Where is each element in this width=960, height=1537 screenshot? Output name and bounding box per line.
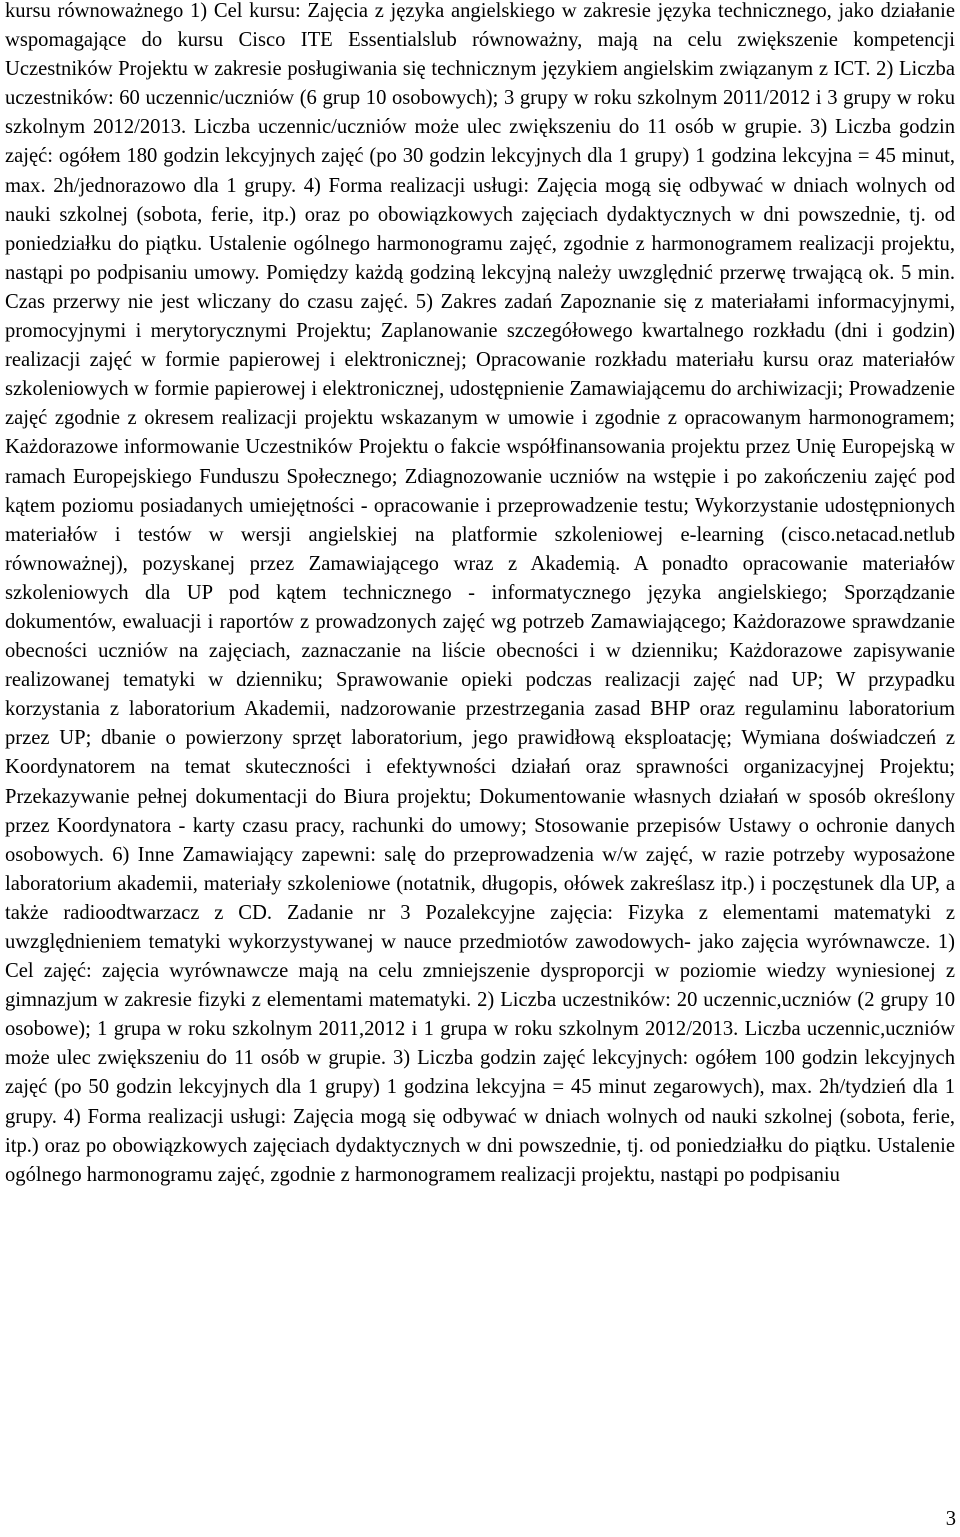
page-number: 3: [945, 1508, 956, 1530]
body-paragraph: kursu równoważnego 1) Cel kursu: Zajęcia z języka angielskiego w zakresie języka technicznego, jako działanie wspomagające do kursu Cisco ITE Essentialslub równoważny, mają na celu zwiększenie kompetencji Uczestników Projektu w zakresie posługiwania się technicznym językiem angielskim związanym z ICT. 2) Liczba uczestników: 60 uczennic/uczniów (6 grup 10 osobowych); 3 grupy w roku szkolnym 2011/2012 i 3 grupy w roku szkolnym 2012/2013. Liczba uczennic/uczniów może ulec zwiększeniu do 11 osób w grupie. 3) Liczba godzin zajęć: ogółem 180 godzin lekcyjnych zajęć (po 30 godzin lekcyjnych dla 1 grupy) 1 godzina lekcyjna = 45 minut, max. 2h/jednorazowo dla 1 grupy. 4) Forma realizacji usługi: Zajęcia mogą się odbywać w dniach wolnych od nauki szkolnej (sobota, ferie, itp.) oraz po obowiązkowych zajęciach dydaktycznych w dni powszednie, tj. od poniedziałku do piątku. Ustalenie ogólnego harmonogramu zajęć, zgodnie z harmonogramem realizacji projektu, nastąpi po podpisaniu umowy. Pomiędzy każdą godziną lekcyjną należy uwzględnić przerwę trwającą ok. 5 min. Czas przerwy nie jest wliczany do czasu zajęć. 5) Zakres zadań Zapoznanie się z materiałami informacyjnymi, promocyjnymi i merytorycznymi Projektu; Zaplanowanie szczegółowego kwartalnego rozkładu (dni i godzin) realizacji zajęć w formie papierowej i elektronicznej; Opracowanie rozkładu materiału kursu oraz materiałów szkoleniowych w formie papierowej i elektronicznej, udostępnienie Zamawiającemu do archiwizacji; Prowadzenie zajęć zgodnie z okresem realizacji projektu wskazanym w umowie i zgodnie z opracowanym harmonogramem; Każdorazowe informowanie Uczestników Projektu o fakcie współfinansowania projektu przez Unię Europejską w ramach Europejskiego Funduszu Społecznego; Zdiagnozowanie uczniów na wstępie i po zakończeniu zajęć pod kątem poziomu posiadanych umiejętności - opracowanie i przeprowadzenie testu; Wykorzystanie udostępnionych materiałów i testów w wersji angielskiej na platformie szkoleniowej e-learning (cisco.netacad.netlub równoważnej), pozyskanej przez Zamawiającego wraz z Akademią. A ponadto opracowanie materiałów szkoleniowych dla UP pod kątem technicznego - informatycznego języka angielskiego; Sporządzanie dokumentów, ewaluacji i raportów z prowadzonych zajęć wg potrzeb Zamawiającego; Każdorazowe sprawdzanie obecności uczniów na zajęciach, zaznaczanie na liście obecności i w dzienniku; Każdorazowe zapisywanie realizowanej tematyki w dzienniku; Sprawowanie opieki podczas realizacji zajęć nad UP; W przypadku korzystania z laboratorium Akademii, nadzorowanie przestrzegania zasad BHP oraz regulaminu laboratorium przez UP; dbanie o powierzony sprzęt laboratorium, jego prawidłową eksploatację; Wymiana doświadczeń z Koordynatorem na temat skuteczności i efektywności działań oraz sprawności organizacyjnej Projektu; Przekazywanie pełnej dokumentacji do Biura projektu; Dokumentowanie własnych działań w sposób określony przez Koordynatora - karty czasu pracy, rachunki do umowy; Stosowanie przepisów Ustawy o ochronie danych osobowych. 6) Inne Zamawiający zapewni: salę do przeprowadzenia w/w zajęć, w razie potrzeby wyposażone laboratorium akademii, materiały szkoleniowe (notatnik, długopis, ołówek zakreślasz itp.) i poczęstunek dla UP, a także radioodtwarzacz z CD. Zadanie nr 3 Pozalekcyjne zajęcia: Fizyka z elementami matematyki z uwzględnieniem tematyki wykorzystywanej w nauce przedmiotów zawodowych- jako zajęcia wyrównawcze. 1) Cel zajęć: zajęcia wyrównawcze mają na celu zmniejszenie dysproporcji w poziomie wiedzy wyniesionej z gimnazjum w zakresie fizyki z elementami matematyki. 2) Liczba uczestników: 20 uczennic,uczniów (2 grupy 10 osobowe); 1 grupa w roku szkolnym 2011,2012 i 1 grupa w roku szkolnym 2012/2013. Liczba uczennic,uczniów może ulec zwiększeniu do 11 osób w grupie. 3) Liczba godzin zajęć lekcyjnych: ogółem 100 godzin lekcyjnych zajęć (po 50 godzin lekcyjnych dla 1 grupy) 1 godzina lekcyjna = 45 minut zegarowych), max. 2h/tydzień dla 1 grupy. 4) Forma realizacji usługi: Zajęcia mogą się odbywać w dniach wolnych od nauki szkolnej (sobota, ferie, itp.) oraz po obowiązkowych zajęciach dydaktycznych w dni powszednie, tj. od poniedziałku do piątku. Ustalenie ogólnego harmonogramu zajęć, zgodnie z harmonogramem realizacji projektu, nastąpi po podpisaniu: [5, 0, 955, 1186]
